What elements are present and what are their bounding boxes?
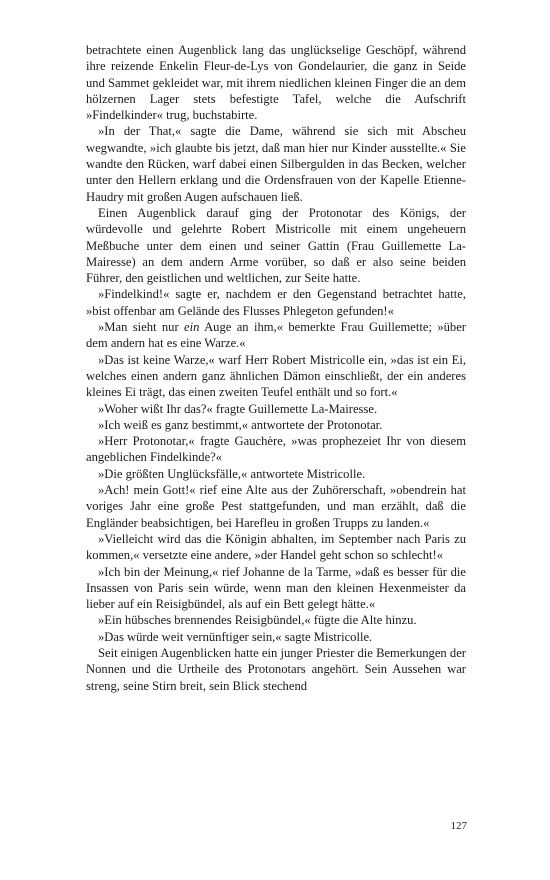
paragraph: »Ein hübsches brennendes Reisigbündel,« fügte die Alte hinzu. [98,613,417,628]
paragraph: »Die größten Unglücksfälle,« antwortete Mistricolle. [98,466,366,481]
paragraph: »Ach! mein Gott!« rief eine Alte aus der Zuhörerschaft, »obendrein hat voriges Jahr eine große Pest stattgefunden, und man erzählt, daß die Engländer beabsichtigen, bei Harefleu in großen Trupps zu landen.« [86,483,466,530]
paragraph: »Ich bin der Meinung,« rief Johanne de la Tarme, »daß es besser für die Insassen von Paris sein würde, wenn man den kleinen Hexenmeister da lieber auf ein Reisigbündel, als auf ein Bett gelegt hätte.« [86,564,466,612]
paragraph: »Ich weiß es ganz bestimmt,« antwortete der Protonotar. [98,417,383,432]
page-number: 127 [450,820,467,832]
paragraph: »Das ist keine Warze,« warf Herr Robert Mistricolle ein, »das ist ein Ei, welches einen andern ganz ähnlichen Dämon einschließt, der ein anderes kleines Ei trägt, das einen zweiten Teufel enthält und so fort.« [86,352,466,400]
paragraph: »Vielleicht wird das die Königin abhalten, im September nach Paris zu kommen,« versetzte eine andere, »der Handel geht schon so schlecht!« [86,531,466,563]
paragraph: Einen Augenblick darauf ging der Protonotar des Königs, der würdevolle und gelehrte Robert Mistricolle mit einem ungeheuern Meßbuche unter dem einen und seiner Gattin (Frau Guillemette La-Mairesse) an dem andern Arme vorüber, so daß er also seine beiden Führer, den geistlichen und weltlichen, zur Seite hatte. [86,205,466,286]
paragraph: Seit einigen Augenblicken hatte ein junger Priester die Bemerkungen der Nonnen und die Urtheile des Protonotars angehört. Sein Aussehen war streng, seine Stirn breit, sein Blick stechend [86,645,466,693]
paragraph: »Woher wißt Ihr das?« fragte Guillemette La-Mairesse. [98,401,378,416]
paragraph: »In der That,« sagte die Dame, während sie sich mit Abscheu wegwandte, »ich glaubte bis jetzt, daß man hier nur Kinder ausstellte.« Sie wandte den Rücken, warf dabei einen Silbergulden in das Becken, welcher unter den Hellern erklang und die Ordensfrauen von der Kapelle Etienne-Haudry mit großen Augen aufschauen ließ. [86,124,466,204]
paragraph: »Man sieht nur ein Auge an ihm,« bemerkte Frau Guillemette; »über dem andern hat es eine Warze.« [86,320,466,351]
paragraph: »Herr Protonotar,« fragte Gauchère, »was prophezeiet Ihr von diesem angeblichen Findelkinde?« [86,434,466,465]
paragraph: betrachtete einen Augenblick lang das unglückselige Geschöpf, während ihre reizende Enkelin Fleur-de-Lys von Gondelaurier, die ganz in Seide und Sammet gekleidet war, mit ihrem niedlichen kleinen Finger die an dem hölzernen Lager stets befestigte Tafel, welche die Aufschrift »Findelkinder« trug, buchstabirte. [86,43,467,123]
emphasis: ein [184,320,200,335]
paragraph: »Findelkind!« sagte er, nachdem er den Gegenstand betrachtet hatte, »bist offenbar am Gelände des Flusses Phlegeton gefunden!« [86,287,466,318]
paragraph: »Das würde weit vernünftiger sein,« sagte Mistricolle. [98,629,373,644]
body-text [86,42,466,694]
